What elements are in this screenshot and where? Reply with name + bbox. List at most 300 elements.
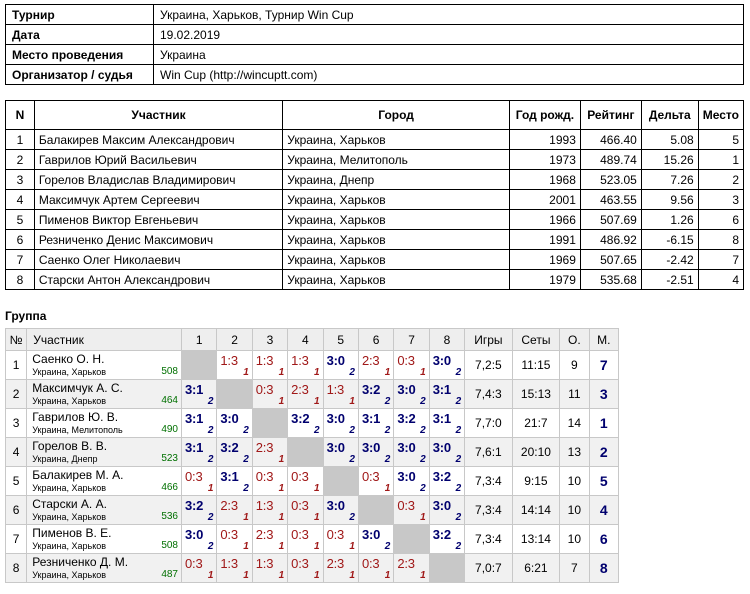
- participant-rating: 486.92: [580, 230, 641, 250]
- participant-city: Украина, Харьков: [283, 190, 510, 210]
- match-score-cell: [323, 380, 358, 409]
- player-city: Украина, Харьков: [32, 541, 107, 551]
- player-rating: 523: [161, 453, 178, 464]
- header-delta: Дельта: [641, 101, 698, 130]
- group-header-sets: Сеты: [512, 329, 560, 351]
- match-score-cell: [252, 467, 287, 496]
- match-score-cell: [429, 380, 464, 409]
- group-games: 7,0:7: [465, 554, 513, 583]
- participant-number: 5: [6, 210, 35, 230]
- participant-delta: 7.26: [641, 170, 698, 190]
- group-games: 7,2:5: [465, 351, 513, 380]
- group-title: Группа: [5, 309, 47, 323]
- participant-name: Горелов Владислав Владимирович: [34, 170, 282, 190]
- match-score-cell: [429, 438, 464, 467]
- participant-city: Украина, Харьков: [283, 130, 510, 150]
- group-place: 5: [589, 467, 618, 496]
- info-label: Место проведения: [6, 45, 154, 65]
- group-place: 3: [589, 380, 618, 409]
- match-score: 0:3: [326, 527, 345, 542]
- group-header-n: №: [6, 329, 27, 351]
- participant-rating: 466.40: [580, 130, 641, 150]
- match-points: 2: [455, 367, 462, 378]
- match-score: 0:3: [291, 556, 309, 571]
- match-points: 1: [278, 570, 285, 581]
- group-header-col-1: 1: [182, 329, 217, 351]
- match-score-cell: [252, 496, 287, 525]
- match-score: 3:0: [432, 440, 451, 455]
- match-score: 1:3: [220, 353, 238, 368]
- player-name: Саенко О. Н.: [32, 352, 105, 366]
- group-games: 7,7:0: [465, 409, 513, 438]
- participant-number: 4: [6, 190, 35, 210]
- player-city: Украина, Харьков: [32, 570, 107, 580]
- match-score: 3:1: [185, 382, 204, 397]
- player-name: Балакирев М. А.: [32, 468, 124, 482]
- participant-birth-year: 1973: [509, 150, 580, 170]
- match-score: 0:3: [185, 556, 203, 571]
- match-points: 2: [455, 541, 462, 552]
- match-points: 1: [314, 541, 320, 552]
- match-score-cell: [358, 438, 393, 467]
- match-score: 2:3: [255, 527, 274, 542]
- player-name: Резниченко Д. М.: [32, 555, 129, 569]
- match-points: 1: [349, 541, 355, 552]
- match-score: 3:0: [397, 382, 416, 397]
- group-results-table: [5, 328, 619, 583]
- match-score: 3:0: [361, 527, 381, 542]
- match-points: 1: [243, 541, 249, 552]
- header-participant: Участник: [34, 101, 282, 130]
- match-points: 2: [243, 454, 249, 465]
- diagonal-cell: [252, 409, 287, 438]
- match-score: 3:2: [397, 411, 416, 426]
- group-header-col-4: 4: [288, 329, 323, 351]
- match-points: 2: [349, 425, 355, 436]
- match-score-cell: [358, 380, 393, 409]
- group-row-number: 2: [6, 380, 27, 409]
- match-points: 1: [207, 570, 214, 581]
- match-score-cell: [252, 525, 287, 554]
- match-points: 1: [314, 512, 320, 523]
- group-place: 8: [589, 554, 618, 583]
- group-player-cell: [27, 525, 182, 554]
- group-sets: 15:13: [512, 380, 560, 409]
- participant-delta: -6.15: [641, 230, 698, 250]
- player-rating: 466: [161, 482, 178, 493]
- match-score-cell: [217, 409, 252, 438]
- group-points: 10: [560, 525, 589, 554]
- match-score-cell: [429, 496, 464, 525]
- match-score: 0:3: [361, 469, 380, 484]
- group-row-number: 7: [6, 525, 27, 554]
- info-row: [6, 5, 744, 25]
- group-place: 1: [589, 409, 618, 438]
- participants-header-row: [6, 101, 744, 130]
- match-points: 2: [207, 512, 214, 523]
- match-score: 0:3: [291, 498, 309, 513]
- participant-birth-year: 1979: [509, 270, 580, 290]
- match-score-cell: [217, 525, 252, 554]
- group-header-col-2: 2: [217, 329, 252, 351]
- group-row: [6, 525, 619, 554]
- match-score: 2:3: [361, 353, 380, 368]
- match-points: 2: [384, 396, 391, 407]
- match-score-cell: [252, 351, 287, 380]
- participant-delta: -2.51: [641, 270, 698, 290]
- participant-place: 1: [698, 150, 743, 170]
- match-points: 2: [243, 483, 249, 494]
- participant-city: Украина, Харьков: [283, 230, 510, 250]
- group-row: [6, 467, 619, 496]
- match-score: 3:1: [361, 411, 381, 426]
- table-row: [6, 150, 744, 170]
- table-row: [6, 270, 744, 290]
- match-points: 2: [420, 483, 426, 494]
- match-score-cell: [394, 409, 429, 438]
- player-city: Украина, Харьков: [32, 367, 107, 377]
- match-points: 2: [243, 425, 249, 436]
- match-score: 3:0: [326, 411, 345, 426]
- participant-rating: 507.65: [580, 250, 641, 270]
- match-score: 2:3: [255, 440, 274, 455]
- match-points: 1: [207, 483, 214, 494]
- match-points: 2: [420, 396, 426, 407]
- match-score-cell: [358, 525, 393, 554]
- match-points: 2: [455, 512, 462, 523]
- group-header-col-3: 3: [252, 329, 287, 351]
- player-rating: 508: [161, 366, 178, 377]
- player-name: Гаврилов Ю. В.: [32, 410, 119, 424]
- match-points: 2: [455, 454, 462, 465]
- match-score-cell: [394, 496, 429, 525]
- match-score: 2:3: [397, 556, 415, 571]
- player-name: Старски А. А.: [32, 497, 107, 511]
- group-header-col-7: 7: [394, 329, 429, 351]
- info-value: Украина: [154, 45, 744, 65]
- match-score-cell: [182, 496, 217, 525]
- participant-name: Максимчук Артем Сергеевич: [34, 190, 282, 210]
- header-birth-year: Год рожд.: [509, 101, 580, 130]
- match-points: 1: [420, 367, 426, 378]
- diagonal-cell: [358, 496, 393, 525]
- header-rating: Рейтинг: [580, 101, 641, 130]
- match-score-cell: [429, 525, 464, 554]
- participant-place: 7: [698, 250, 743, 270]
- match-score: 3:1: [220, 469, 239, 484]
- group-row: [6, 496, 619, 525]
- match-score: 0:3: [397, 498, 415, 513]
- match-points: 1: [314, 396, 320, 407]
- match-score: 2:3: [291, 382, 309, 397]
- group-games: 7,3:4: [465, 496, 513, 525]
- group-games: 7,3:4: [465, 467, 513, 496]
- group-sets: 20:10: [512, 438, 560, 467]
- match-score: 1:3: [255, 498, 274, 513]
- match-points: 2: [455, 396, 462, 407]
- match-points: 2: [314, 425, 320, 436]
- match-score-cell: [394, 554, 429, 583]
- group-row-number: 6: [6, 496, 27, 525]
- participant-birth-year: 1969: [509, 250, 580, 270]
- info-row: [6, 25, 744, 45]
- match-points: 1: [384, 483, 391, 494]
- match-points: 2: [349, 512, 355, 523]
- match-score-cell: [182, 380, 217, 409]
- group-row-number: 1: [6, 351, 27, 380]
- match-score: 0:3: [291, 469, 309, 484]
- match-score: 3:0: [220, 411, 239, 426]
- match-points: 2: [207, 454, 214, 465]
- participant-delta: 5.08: [641, 130, 698, 150]
- participant-delta: -2.42: [641, 250, 698, 270]
- group-player-cell: [27, 554, 182, 583]
- group-row-number: 4: [6, 438, 27, 467]
- participant-birth-year: 1968: [509, 170, 580, 190]
- header-n: N: [6, 101, 35, 130]
- group-place: 6: [589, 525, 618, 554]
- participant-rating: 489.74: [580, 150, 641, 170]
- match-score-cell: [288, 467, 323, 496]
- player-name: Пименов В. Е.: [32, 526, 112, 540]
- player-city: Украина, Днепр: [32, 454, 98, 464]
- info-row: [6, 45, 744, 65]
- group-points: 14: [560, 409, 589, 438]
- match-score-cell: [394, 380, 429, 409]
- participant-delta: 9.56: [641, 190, 698, 210]
- participant-name: Саенко Олег Николаевич: [34, 250, 282, 270]
- participant-name: Балакирев Максим Александрович: [34, 130, 282, 150]
- group-points: 11: [560, 380, 589, 409]
- participant-place: 4: [698, 270, 743, 290]
- match-points: 1: [314, 570, 320, 581]
- diagonal-cell: [288, 438, 323, 467]
- player-rating: 464: [161, 395, 178, 406]
- match-score: 3:0: [185, 527, 204, 542]
- match-points: 2: [207, 396, 214, 407]
- participant-rating: 507.69: [580, 210, 641, 230]
- player-rating: 508: [161, 540, 178, 551]
- participant-rating: 463.55: [580, 190, 641, 210]
- match-points: 2: [420, 425, 426, 436]
- match-score: 1:3: [220, 556, 238, 571]
- participant-rating: 535.68: [580, 270, 641, 290]
- match-score-cell: [182, 554, 217, 583]
- match-score: 0:3: [185, 469, 203, 484]
- group-header-col-5: 5: [323, 329, 358, 351]
- match-points: 2: [455, 483, 462, 494]
- player-rating: 536: [161, 511, 178, 522]
- match-score: 3:0: [326, 353, 345, 368]
- participant-name: Резниченко Денис Максимович: [34, 230, 282, 250]
- group-sets: 21:7: [512, 409, 560, 438]
- group-player-cell: [27, 351, 182, 380]
- participant-place: 5: [698, 130, 743, 150]
- participant-place: 2: [698, 170, 743, 190]
- match-score-cell: [217, 438, 252, 467]
- participant-number: 2: [6, 150, 35, 170]
- match-points: 1: [243, 512, 249, 523]
- group-header-col-8: 8: [429, 329, 464, 351]
- match-score-cell: [429, 351, 464, 380]
- match-points: 1: [420, 512, 426, 523]
- participant-name: Гаврилов Юрий Васильевич: [34, 150, 282, 170]
- match-score: 3:1: [185, 411, 204, 426]
- group-place: 2: [589, 438, 618, 467]
- match-score: 1:3: [291, 353, 309, 368]
- header-city: Город: [283, 101, 510, 130]
- group-header-row: [6, 329, 619, 351]
- group-player-cell: [27, 467, 182, 496]
- group-header-points: О.: [560, 329, 589, 351]
- match-score: 3:1: [432, 411, 451, 426]
- match-score: 3:2: [361, 382, 381, 397]
- match-score-cell: [358, 351, 393, 380]
- match-score: 2:3: [326, 556, 345, 571]
- match-score: 3:2: [185, 498, 204, 513]
- match-score: 0:3: [255, 382, 274, 397]
- participant-place: 8: [698, 230, 743, 250]
- group-header-place: М.: [589, 329, 618, 351]
- group-points: 10: [560, 496, 589, 525]
- match-score: 3:1: [185, 440, 204, 455]
- group-row: [6, 554, 619, 583]
- match-points: 1: [384, 367, 391, 378]
- match-score: 3:2: [432, 469, 451, 484]
- info-value: Win Cup (http://wincuptt.com): [154, 65, 744, 85]
- match-score-cell: [358, 554, 393, 583]
- player-city: Украина, Харьков: [32, 396, 107, 406]
- participant-name: Старски Антон Александрович: [34, 270, 282, 290]
- group-header-player: Участник: [27, 329, 182, 351]
- participant-city: Украина, Харьков: [283, 250, 510, 270]
- group-games: 7,3:4: [465, 525, 513, 554]
- player-name: Максимчук А. С.: [32, 381, 123, 395]
- participant-birth-year: 2001: [509, 190, 580, 210]
- match-score: 3:0: [326, 498, 345, 513]
- group-sets: 11:15: [512, 351, 560, 380]
- match-points: 2: [455, 425, 462, 436]
- info-label: Дата: [6, 25, 154, 45]
- match-points: 1: [278, 367, 285, 378]
- match-score-cell: [217, 467, 252, 496]
- match-score: 0:3: [220, 527, 238, 542]
- participant-city: Украина, Днепр: [283, 170, 510, 190]
- participant-birth-year: 1993: [509, 130, 580, 150]
- diagonal-cell: [182, 351, 217, 380]
- match-points: 1: [349, 570, 355, 581]
- match-score: 2:3: [220, 498, 238, 513]
- table-row: [6, 230, 744, 250]
- match-score: 1:3: [326, 382, 345, 397]
- participant-birth-year: 1991: [509, 230, 580, 250]
- match-score-cell: [182, 525, 217, 554]
- participant-place: 6: [698, 210, 743, 230]
- match-score-cell: [323, 525, 358, 554]
- group-points: 7: [560, 554, 589, 583]
- group-row: [6, 409, 619, 438]
- match-score-cell: [323, 554, 358, 583]
- participant-delta: 15.26: [641, 150, 698, 170]
- participant-number: 7: [6, 250, 35, 270]
- match-score-cell: [429, 409, 464, 438]
- diagonal-cell: [323, 467, 358, 496]
- group-row: [6, 438, 619, 467]
- match-score: 3:0: [432, 353, 451, 368]
- match-score: 3:2: [432, 527, 451, 542]
- match-score-cell: [394, 467, 429, 496]
- match-points: 1: [278, 396, 285, 407]
- group-points: 13: [560, 438, 589, 467]
- match-score: 3:0: [397, 469, 416, 484]
- participant-name: Пименов Виктор Евгеньевич: [34, 210, 282, 230]
- player-city: Украина, Харьков: [32, 512, 107, 522]
- match-points: 2: [349, 454, 355, 465]
- tournament-info-table: [5, 4, 744, 85]
- group-sets: 9:15: [512, 467, 560, 496]
- match-score-cell: [358, 409, 393, 438]
- match-score-cell: [323, 438, 358, 467]
- match-points: 2: [384, 541, 391, 552]
- participant-number: 8: [6, 270, 35, 290]
- match-score-cell: [182, 438, 217, 467]
- participant-number: 3: [6, 170, 35, 190]
- player-city: Украина, Харьков: [32, 483, 107, 493]
- group-sets: 6:21: [512, 554, 560, 583]
- match-score: 3:0: [361, 440, 381, 455]
- match-points: 1: [243, 367, 249, 378]
- participant-city: Украина, Мелитополь: [283, 150, 510, 170]
- match-score: 3:0: [432, 498, 451, 513]
- diagonal-cell: [394, 525, 429, 554]
- match-points: 2: [207, 425, 214, 436]
- group-games: 7,6:1: [465, 438, 513, 467]
- participant-rating: 523.05: [580, 170, 641, 190]
- match-points: 2: [384, 454, 391, 465]
- group-points: 9: [560, 351, 589, 380]
- match-score: 1:3: [255, 353, 274, 368]
- group-player-cell: [27, 438, 182, 467]
- match-points: 1: [278, 541, 285, 552]
- player-city: Украина, Мелитополь: [32, 425, 123, 435]
- table-row: [6, 170, 744, 190]
- match-score: 3:2: [220, 440, 239, 455]
- group-player-cell: [27, 496, 182, 525]
- group-header-games: Игры: [465, 329, 513, 351]
- info-label: Турнир: [6, 5, 154, 25]
- group-sets: 13:14: [512, 525, 560, 554]
- match-score-cell: [358, 467, 393, 496]
- match-score: 3:0: [397, 440, 416, 455]
- participants-body: [6, 130, 744, 290]
- match-score-cell: [182, 467, 217, 496]
- match-points: 1: [349, 396, 355, 407]
- match-points: 1: [420, 570, 426, 581]
- group-player-cell: [27, 409, 182, 438]
- match-score: 3:0: [326, 440, 345, 455]
- match-score-cell: [252, 554, 287, 583]
- diagonal-cell: [429, 554, 464, 583]
- match-score: 1:3: [255, 556, 274, 571]
- participants-table: [5, 100, 744, 290]
- match-score-cell: [252, 380, 287, 409]
- match-score: 0:3: [361, 556, 380, 571]
- group-player-cell: [27, 380, 182, 409]
- participant-birth-year: 1966: [509, 210, 580, 230]
- group-row-number: 3: [6, 409, 27, 438]
- match-points: 1: [384, 570, 391, 581]
- table-row: [6, 190, 744, 210]
